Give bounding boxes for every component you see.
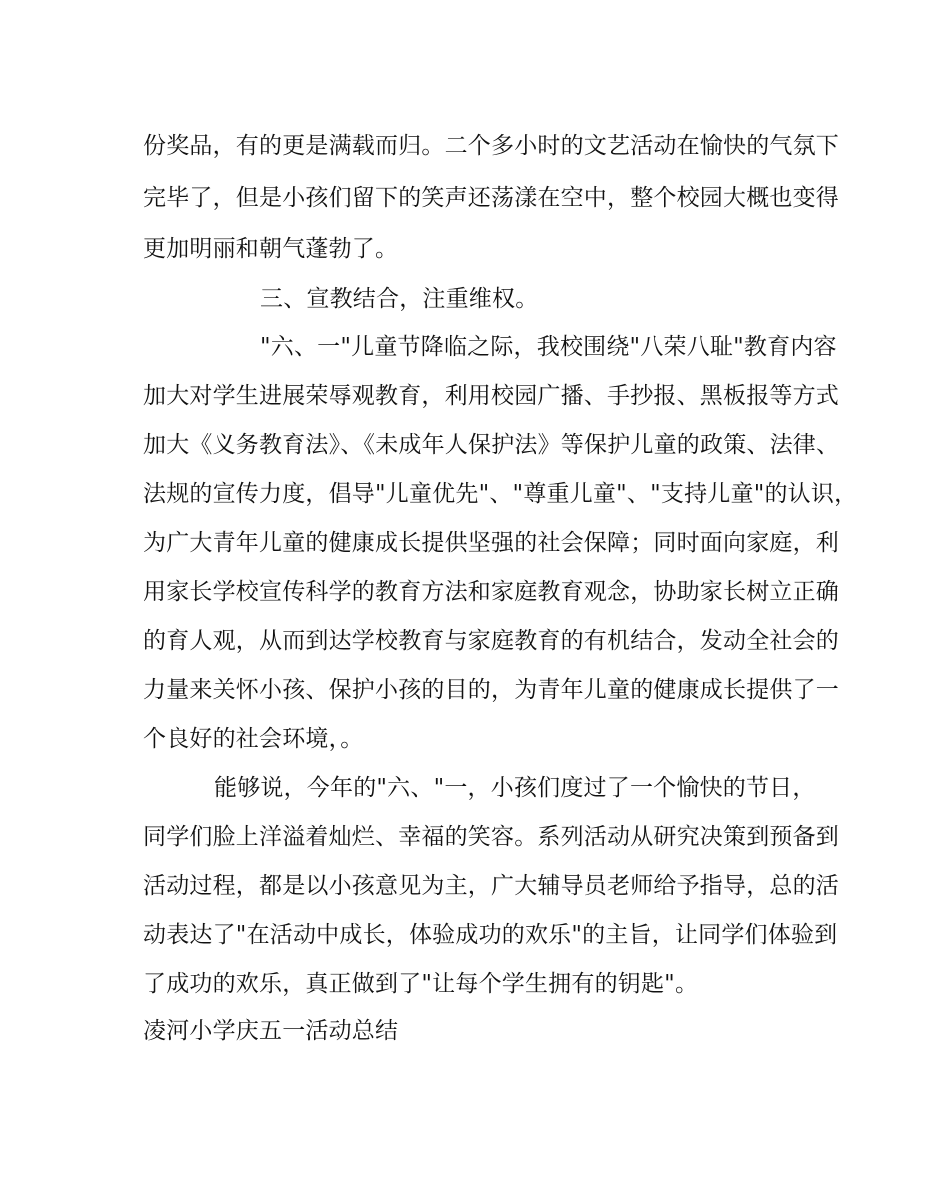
paragraph-line-10: 用家长学校宣传科学的教育方法和家庭教育观念，协助家长树立正确 <box>143 579 839 605</box>
paragraph-line-1: 份奖品，有的更是满载而归。二个多小时的文艺活动在愉快的气氛下 <box>143 133 839 159</box>
section-heading: 三、宣教结合，注重维权。 <box>260 286 539 312</box>
paragraph-line-13: 个良好的社会环境，。 <box>143 726 364 752</box>
paragraph-line-14: 能够说，今年的"六、"一，小孩们度过了一个愉快的节日， <box>214 775 816 801</box>
paragraph-line-7: 加大《义务教育法》、《未成年人保护法》等保护儿童的政策、法律、 <box>143 432 840 458</box>
document-title-footer: 凌河小学庆五一活动总结 <box>143 1018 399 1044</box>
paragraph-line-6: 加大对学生进展荣辱观教育，利用校园广播、手抄报、黑板报等方式 <box>143 383 839 409</box>
paragraph-line-3: 更加明丽和朝气蓬勃了。 <box>143 236 399 262</box>
paragraph-line-18: 了成功的欢乐，真正做到了"让每个学生拥有的钥匙"。 <box>143 971 699 997</box>
paragraph-line-16: 活动过程，都是以小孩意见为主，广大辅导员老师给予指导，总的活 <box>143 873 839 899</box>
paragraph-line-15: 同学们脸上洋溢着灿烂、幸福的笑容。系列活动从研究决策到预备到 <box>143 824 839 850</box>
paragraph-line-12: 力量来关怀小孩、保护小孩的目的，为青年儿童的健康成长提供了一 <box>143 677 839 703</box>
paragraph-line-8: 法规的宣传力度，倡导"儿童优先"、"尊重儿童"、"支持儿童"的认识， <box>143 481 858 507</box>
paragraph-line-9: 为广大青年儿童的健康成长提供坚强的社会保障；同时面向家庭，利 <box>143 530 839 556</box>
paragraph-line-17: 动表达了"在活动中成长，体验成功的欢乐"的主旨，让同学们体验到 <box>143 922 838 948</box>
paragraph-line-2: 完毕了，但是小孩们留下的笑声还荡漾在空中，整个校园大概也变得 <box>143 185 839 211</box>
paragraph-line-11: 的育人观，从而到达学校教育与家庭教育的有机结合，发动全社会的 <box>143 628 839 654</box>
paragraph-line-5: "六、一"儿童节降临之际，我校围绕"八荣八耻"教育内容 <box>260 334 837 360</box>
